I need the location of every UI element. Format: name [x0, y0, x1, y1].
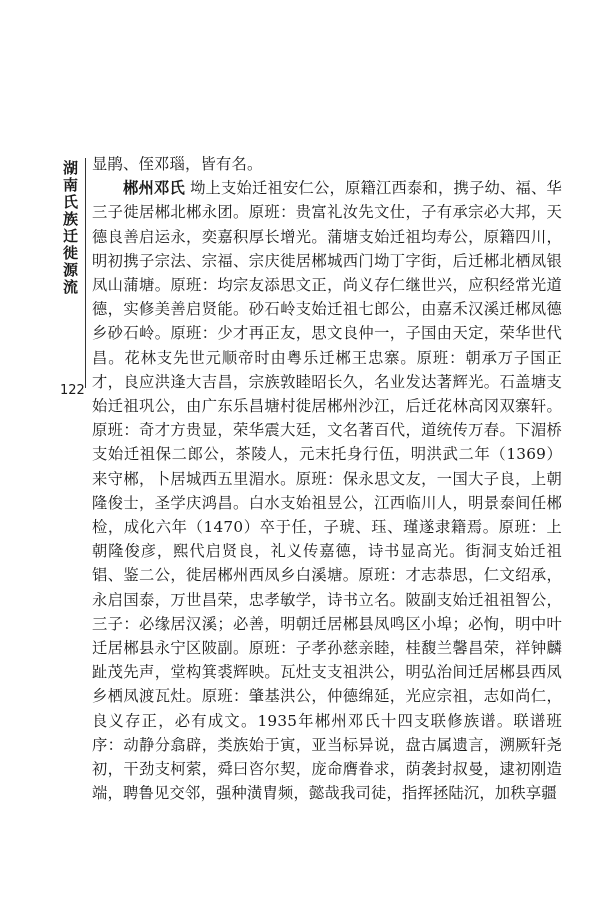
sidebar-divider [85, 158, 86, 388]
section-heading: 郴州邓氏 [123, 179, 185, 198]
sidebar-book-title: 湖南氏族迁徙源流 [63, 159, 79, 296]
section-paragraph [92, 176, 562, 805]
section-text: 坳上支始迁祖安仁公，原籍江西泰和，携子幼、福、华三子徙居郴北郴永团。原班：贵富礼汝先文仕，子有承宗必大邦，天德良善启运永，奕嘉积厚长增光。蒲塘支始迁祖均寿公，原籍四川，明初携子宗法、宗福、宗庆徙居郴城西门坳丁字街，后迁郴北栖凤银凤山蒲塘。原班：均宗友添思文正，尚义存仁继世兴，应积经常光道德，实修美善启贤能。砂石岭支始迁祖七郎公，由嘉禾汉溪迁郴凤德乡砂石岭。原班：少才再正友，思文良仲一，子国由天定，荣华世代昌。花林支先世元顺帝时由粤乐迁郴王忠寨。原班：朝承万子国正才，良应洪逢大吉昌，宗族敦睦昭长久，名业发达著辉光。石盖塘支始迁祖巩公，由广东乐昌塘村徙居郴州沙江，后迁花林高冈双寨轩。原班：奇才方贵显，荣华震大廷，文名著百代，道统传万春。下湄桥支始迁祖保二郎公，茶陵人，元末托身行伍，明洪武二年（1369）来守郴，卜居城西五里湄水。原班：保永思文友，一国大子良，上朝隆俊士，圣学庆鸿昌。白水支始祖昱公，江西临川人，明景泰间任郴检，成化六年（1470）卒于任，子琥、珏、瑾遂隶籍焉。原班：上朝隆俊彦，熙代启贤良，礼义传嘉德，诗书显高光。街洞支始迁祖锠、鉴二公，徙居郴州西凤乡白溪塘。原班：才志恭思，仁文绍承，永启国泰，万世昌荣，忠孝敏学，诗书立名。陂副支始迁祖祖智公，三子：必缘居汉溪；必善，明朝迁居郴县凤鸣区小埠；必恂，明中叶迁居郴县永宁区陂副。原班：子孝孙慈亲睦，桂馥兰馨昌荣，祥钟麟趾茂先声，堂构箕裘辉映。瓦灶支支祖洪公，明弘治间迁居郴县西凤乡栖凤渡瓦灶。原班：肇基洪公，仲德绵延，光应宗祖，志如尚仁，良义存正，必有成文。1935年郴州邓氏十四支联修族谱。联谱班序：动静分翕辟，类族始于寅，亚当标异说，盘古属遗言，溯厥轩尧初，干劲支柯萦，舜曰咨尔契，庞命膺眷求，荫袭封叔曼，逮初刚造端，聘鲁见交邻，强种潢胄频，懿哉我司徒，指挥拯陆沉，加秩享疆 [92, 179, 562, 803]
page-number: 122 [60, 383, 85, 398]
body-text [92, 152, 562, 805]
intro-line: 显鹃、侄邓瑙，皆有名。 [92, 155, 263, 173]
